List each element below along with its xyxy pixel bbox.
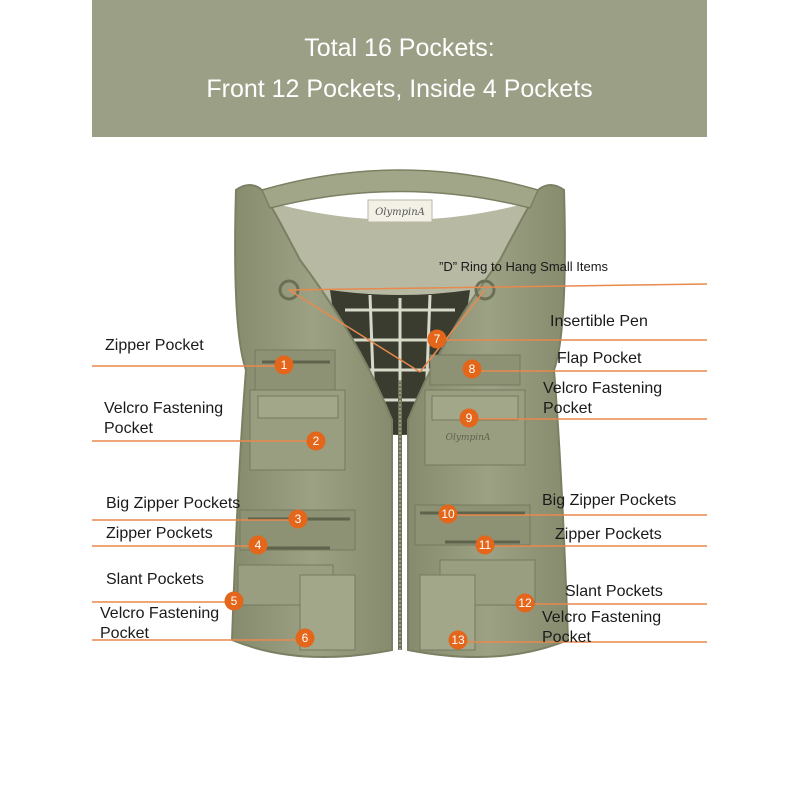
banner-subtitle: Front 12 Pockets, Inside 4 Pockets	[206, 75, 593, 103]
label-2-line1: Velcro Fastening	[104, 400, 224, 417]
label-6-line1: Velcro Fastening	[100, 605, 220, 622]
label-5: Slant Pockets	[106, 571, 204, 588]
label-7: Insertible Pen	[550, 313, 648, 330]
marker-3	[289, 510, 308, 529]
vest-illustration	[232, 170, 568, 657]
marker-10	[439, 505, 458, 524]
marker-7-number: 7	[433, 332, 441, 346]
label-2-line2: Pocket	[104, 420, 153, 437]
label-d-ring: ”D” Ring to Hang Small Items	[439, 259, 609, 274]
left-flap	[258, 396, 338, 418]
marker-1	[275, 356, 294, 375]
marker-10-number: 10	[441, 507, 455, 521]
marker-1-number: 1	[280, 358, 288, 372]
marker-3-number: 3	[294, 512, 302, 526]
left-labels	[100, 337, 240, 642]
marker-11-number: 11	[478, 538, 492, 552]
banner-title: Total 16 Pockets:	[304, 34, 495, 62]
label-9-line1: Velcro Fastening	[543, 380, 663, 397]
marker-13-number: 13	[451, 633, 465, 647]
marker-9-number: 9	[465, 411, 473, 425]
marker-4-number: 4	[254, 538, 262, 552]
marker-9	[460, 409, 479, 428]
marker-2	[307, 432, 326, 451]
marker-2-number: 2	[312, 434, 320, 448]
right-big-zipper-pocket	[415, 505, 530, 545]
marker-12	[516, 594, 535, 613]
right-pocket-brand: OlympinA	[445, 433, 491, 443]
marker-11	[476, 536, 495, 555]
marker-8	[463, 360, 482, 379]
marker-4	[249, 536, 268, 555]
label-4: Zipper Pockets	[106, 525, 213, 542]
marker-8-number: 8	[468, 362, 476, 376]
label-12: Slant Pockets	[565, 583, 663, 600]
marker-6	[296, 629, 315, 648]
brand-tag-text: OlympinA	[375, 207, 425, 218]
left-zipper-pocket	[255, 350, 335, 390]
marker-13	[449, 631, 468, 650]
label-10: Big Zipper Pockets	[542, 492, 677, 509]
label-8: Flap Pocket	[557, 350, 642, 367]
marker-5	[225, 592, 244, 611]
marker-6-number: 6	[301, 631, 309, 645]
label-1: Zipper Pocket	[105, 337, 204, 354]
label-3: Big Zipper Pockets	[106, 495, 241, 512]
label-13-line2: Pocket	[542, 629, 591, 646]
label-11: Zipper Pockets	[555, 526, 662, 543]
marker-5-number: 5	[230, 594, 238, 608]
label-13-line1: Velcro Fastening	[542, 609, 662, 626]
marker-12-number: 12	[518, 596, 532, 610]
label-9-line2: Pocket	[543, 400, 592, 417]
marker-7	[428, 330, 447, 349]
label-6-line2: Pocket	[100, 625, 149, 642]
